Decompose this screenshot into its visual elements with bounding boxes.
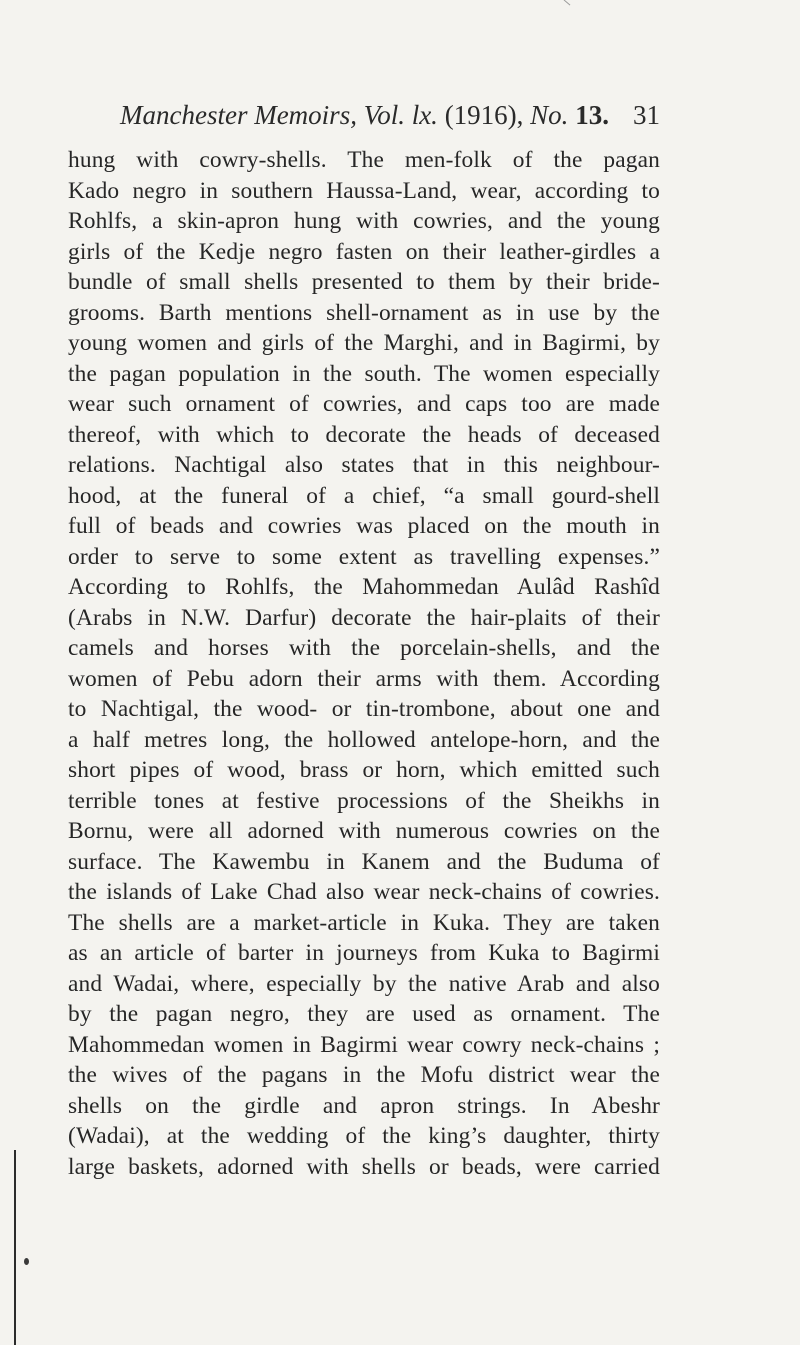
text-line: bundle of small shells presented to them by their bride- bbox=[68, 269, 660, 295]
text-line: (Wadai), at the wedding of the king’s daughter, thirty bbox=[68, 1123, 660, 1149]
text-line: camels and horses with the porcelain-shells, and the bbox=[68, 635, 660, 661]
text-line: full of beads and cowries was placed on the mouth in bbox=[68, 513, 660, 539]
text-line: thereof, with which to decorate the heads of deceased bbox=[68, 421, 660, 448]
text-line: and Wadai, where, especially by the native Arab and also bbox=[68, 970, 660, 997]
journal-title: Manchester Memoirs, Vol. lx. bbox=[120, 100, 438, 130]
binding-edge bbox=[14, 1150, 16, 1345]
text-line: as an article of barter in journeys from Kuka to Bagirmi bbox=[68, 940, 660, 966]
text-line: to Nachtigal, the wood- or tin-trombone, about one and bbox=[68, 696, 660, 722]
issue-number: 13. bbox=[575, 100, 609, 130]
text-line: surface. The Kawembu in Kanem and the Buduma of bbox=[68, 848, 660, 875]
text-line: by the pagan negro, they are used as ornament. The bbox=[68, 1001, 660, 1027]
text-line: shells on the girdle and apron strings. In Abeshr bbox=[68, 1092, 660, 1119]
text-line: Rohlfs, a skin-apron hung with cowries, and the young bbox=[68, 208, 660, 234]
text-line: the wives of the pagans in the Mofu district wear the bbox=[68, 1062, 660, 1088]
text-line: (Arabs in N.W. Darfur) decorate the hair-plaits of their bbox=[68, 604, 660, 631]
text-line: young women and girls of the Marghi, and in Bagirmi, by bbox=[68, 330, 660, 356]
text-line: Mahommedan women in Bagirmi wear cowry neck-chains ; bbox=[68, 1031, 660, 1058]
running-header bbox=[120, 98, 660, 132]
text-line: hood, at the funeral of a chief, “a small gourd-shell bbox=[68, 482, 660, 509]
text-line: large baskets, adorned with shells or beads, were carried bbox=[68, 1153, 660, 1180]
text-line: relations. Nachtigal also states that in this neighbour- bbox=[68, 452, 660, 478]
text-line: girls of the Kedje negro fasten on their leather-girdles a bbox=[68, 238, 660, 265]
ink-speck bbox=[24, 1258, 29, 1265]
text-line: order to serve to some extent as travelling expenses.” bbox=[68, 543, 660, 570]
page-mark bbox=[564, 0, 571, 5]
text-line: short pipes of wood, brass or horn, which emitted such bbox=[68, 757, 660, 783]
text-line: Bornu, were all adorned with numerous cowries on the bbox=[68, 818, 660, 844]
text-line: the islands of Lake Chad also wear neck-chains of cowries. bbox=[68, 879, 660, 905]
text-line: a half metres long, the hollowed antelope-horn, and the bbox=[68, 726, 660, 753]
text-line: Kado negro in southern Haussa-Land, wear, according to bbox=[68, 177, 660, 204]
text-line: According to Rohlfs, the Mahommedan Aulâd Rashîd bbox=[68, 574, 660, 600]
text-line: wear such ornament of cowries, and caps too are made bbox=[68, 391, 660, 417]
journal-year: (1916), bbox=[444, 100, 524, 130]
text-line: grooms. Barth mentions shell-ornament as in use by the bbox=[68, 299, 660, 326]
body-text bbox=[68, 145, 660, 1182]
page-number: 31 bbox=[633, 100, 660, 130]
text-line: terrible tones at festive processions of the Sheikhs in bbox=[68, 787, 660, 814]
issue-label: No. bbox=[530, 100, 569, 130]
text-line: the pagan population in the south. The women especially bbox=[68, 360, 660, 387]
text-line: women of Pebu adorn their arms with them. According bbox=[68, 665, 660, 692]
text-line: hung with cowry-shells. The men-folk of the pagan bbox=[68, 147, 660, 173]
text-line: The shells are a market-article in Kuka. They are taken bbox=[68, 909, 660, 936]
